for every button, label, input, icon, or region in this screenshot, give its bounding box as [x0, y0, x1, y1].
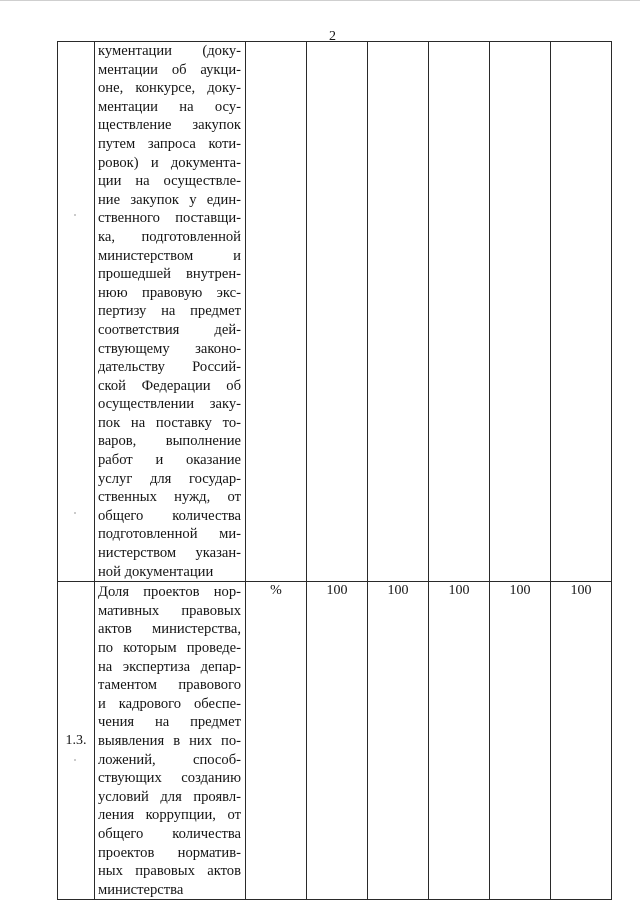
description-line: таментом правового [98, 677, 241, 694]
description-line: ской Федерации об [98, 377, 241, 394]
description-line: ментации на осу- [98, 98, 241, 115]
table-row [58, 42, 612, 582]
description-line: ложений, способ- [98, 751, 241, 768]
description-line: актов министерства, [98, 621, 241, 638]
description-line: пок на поставку то- [98, 414, 241, 431]
description-line: прошедшей внутрен- [98, 266, 241, 283]
description-line: подготовленной ми- [98, 526, 241, 543]
description-line: дательству Россий- [98, 359, 241, 376]
description-line: проектов норматив- [98, 844, 241, 861]
description-line: общего количества [98, 825, 241, 842]
description-line: ных правовых актов [98, 863, 241, 880]
description-line: общего количества [98, 507, 241, 524]
indicators-table [57, 41, 612, 900]
description-line: министерства [98, 881, 184, 898]
description-text [95, 582, 241, 899]
description-line: ние закупок у един- [98, 191, 241, 208]
description-line: Доля проектов нор- [98, 584, 241, 601]
description-line: соответствия дей- [98, 321, 241, 338]
description-line: на экспертиза депар- [98, 658, 241, 675]
description-line: ментации об аукци- [98, 61, 241, 78]
page-top-edge [0, 0, 640, 1]
description-line: пертизу на предмет [98, 303, 241, 320]
description-text [95, 42, 241, 581]
description-line: нистерством указан- [98, 545, 241, 562]
unit-cell: % [246, 582, 307, 900]
description-line: и кадрового обеспе- [98, 695, 241, 712]
value-cell [307, 42, 368, 582]
description-line: нюю правовую экс- [98, 284, 241, 301]
description-line: кументации (доку- [98, 43, 241, 59]
description-cell [95, 582, 246, 900]
value-cell [429, 42, 490, 582]
description-line: ствующих созданию [98, 770, 241, 787]
description-line: ка, подготовленной [98, 228, 241, 245]
scan-speck [74, 512, 76, 514]
value-cell [490, 42, 551, 582]
description-line: ной документации [98, 563, 214, 580]
description-line: ления коррупции, от [98, 807, 241, 824]
description-line: выявления в них по- [98, 732, 241, 749]
description-line: варов, выполнение [98, 433, 241, 450]
description-line: мативных правовых [98, 602, 241, 619]
description-line: работ и оказание [98, 452, 241, 469]
row-number-cell [58, 42, 95, 582]
description-line: чения на предмет [98, 714, 241, 731]
description-line: ствующему законо- [98, 340, 241, 357]
scan-speck [74, 214, 76, 216]
value-cell [368, 42, 429, 582]
description-line: ственного поставщи- [98, 210, 241, 227]
description-line: ровок) и документа- [98, 154, 241, 171]
description-line: ществление закупок [98, 117, 241, 134]
description-cell [95, 42, 246, 582]
value-cell: 100 [490, 582, 551, 900]
value-cell [551, 42, 612, 582]
description-line: ственных нужд, от [98, 489, 241, 506]
description-line: услуг для государ- [98, 470, 241, 487]
value-cell: 100 [368, 582, 429, 900]
description-line: ции на осуществле- [98, 173, 241, 190]
page-number: 2 [329, 29, 336, 44]
description-line: оне, конкурсе, доку- [98, 80, 241, 97]
description-line: условий для проявл- [98, 788, 241, 805]
value-cell: 100 [307, 582, 368, 900]
table-row [58, 582, 612, 900]
description-line: осуществлении заку- [98, 396, 241, 413]
description-line: путем запроса коти- [98, 135, 241, 152]
scan-speck [74, 759, 76, 761]
description-line: министерством и [98, 247, 241, 264]
value-cell: 100 [551, 582, 612, 900]
unit-cell [246, 42, 307, 582]
row-number-cell: 1.3. [58, 582, 95, 900]
value-cell: 100 [429, 582, 490, 900]
description-line: по которым проведе- [98, 640, 241, 656]
